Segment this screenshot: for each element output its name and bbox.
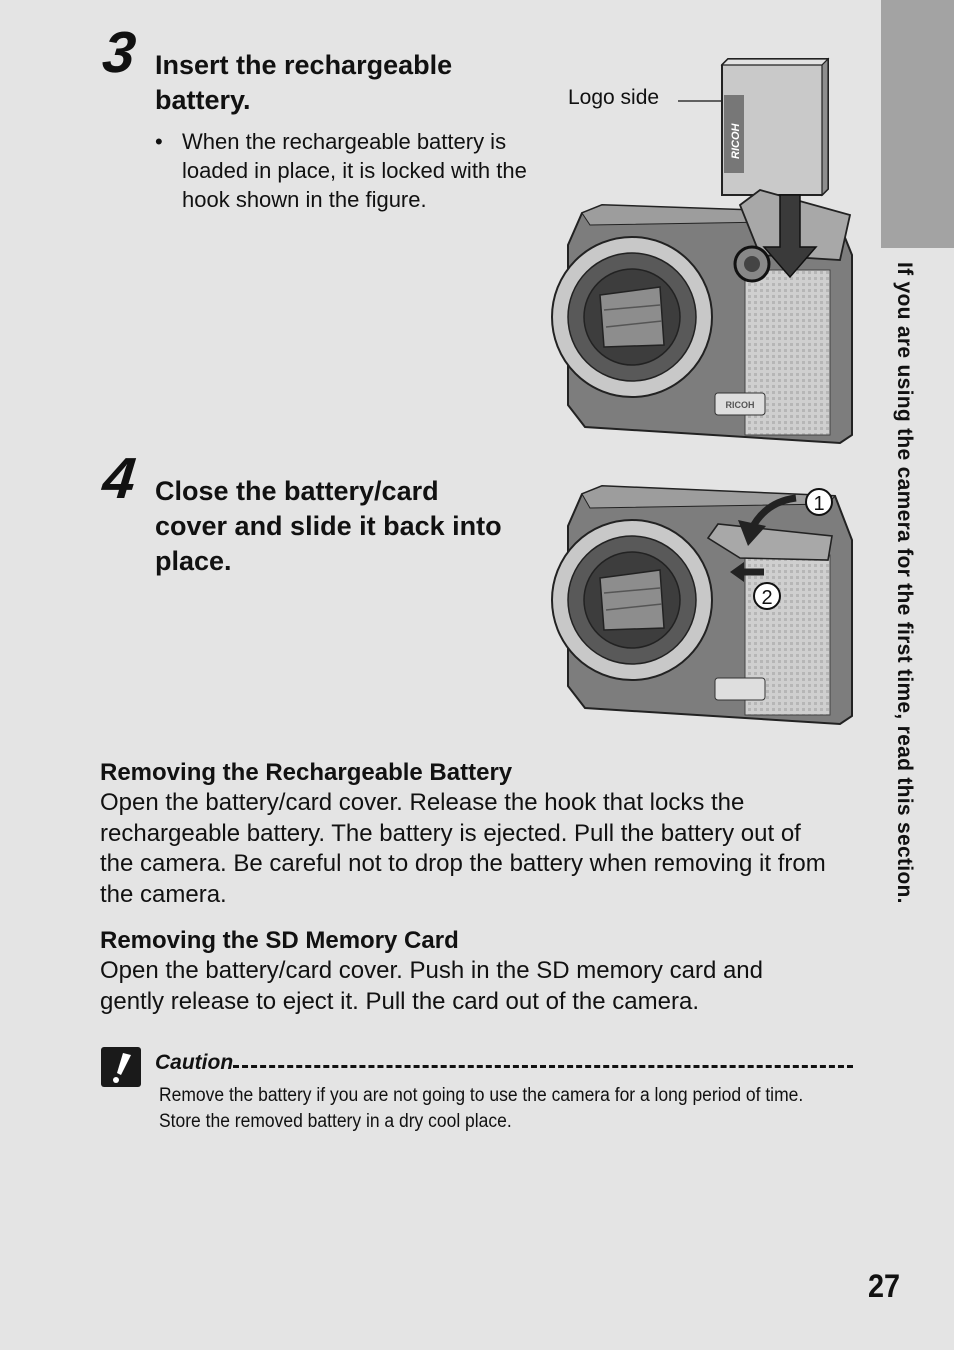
step-4-title-line2: cover and slide it back into — [155, 511, 502, 541]
camera-icon — [552, 190, 852, 443]
step-3-title — [155, 48, 452, 118]
svg-text:1: 1 — [813, 493, 825, 515]
caution-line1: Remove the battery if you are not going to use the camera for a long period of time. — [159, 1085, 804, 1106]
remove-battery-line1: Open the battery/card cover. Release the hook that locks the — [100, 789, 745, 816]
step-3-bullet — [155, 127, 540, 214]
step-3-title-line1: Insert the rechargeable — [155, 50, 453, 80]
step-4-title-line3: place. — [155, 546, 232, 576]
svg-text:2: 2 — [761, 587, 773, 609]
logo-side-callout: Logo side — [568, 86, 660, 109]
section-tab — [881, 0, 954, 248]
page-number: 27 — [868, 1268, 901, 1304]
camera-brand-text: RICOH — [725, 400, 755, 410]
battery-brand-text: RICOH — [730, 123, 742, 159]
battery-icon — [722, 59, 828, 195]
step-number-4: 4 — [99, 446, 139, 511]
remove-card-line1: Open the battery/card cover. Push in the SD memory card and — [100, 957, 763, 984]
cover-close-illustration — [550, 480, 860, 730]
caution-text — [159, 1083, 858, 1135]
caution-label: Caution — [155, 1051, 234, 1074]
step-3-bullet-text: When the rechargeable battery is loaded in place, it is locked with the hook shown in the figure. — [182, 129, 527, 212]
step-4-title — [155, 474, 502, 579]
remove-battery-line3: the camera. Be careful not to drop the battery when removing it from — [100, 850, 826, 877]
caution-divider — [233, 1065, 853, 1068]
remove-battery-section — [100, 758, 870, 910]
camera-icon — [552, 486, 852, 724]
remove-card-section — [100, 926, 870, 1017]
remove-battery-heading: Removing the Rechargeable Battery — [100, 759, 513, 786]
bullet-dot: • — [155, 129, 163, 154]
section-tab-label: If you are using the camera for the first time, read this section. — [893, 262, 916, 904]
step-number-3: 3 — [99, 20, 139, 85]
step-4-title-line1: Close the battery/card — [155, 476, 439, 506]
battery-insert-illustration — [550, 55, 860, 450]
remove-battery-line4: the camera. — [100, 880, 227, 908]
caution-icon — [101, 1047, 141, 1087]
remove-battery-line2: rechargeable battery. The battery is ejected. Pull the battery out of — [100, 819, 801, 847]
remove-card-line2: gently release to eject it. Pull the card out of the camera. — [100, 987, 699, 1015]
remove-card-heading: Removing the SD Memory Card — [100, 927, 459, 954]
caution-line2: Store the removed battery in a dry cool place. — [159, 1111, 512, 1132]
step-3-title-line2: battery. — [155, 85, 251, 115]
